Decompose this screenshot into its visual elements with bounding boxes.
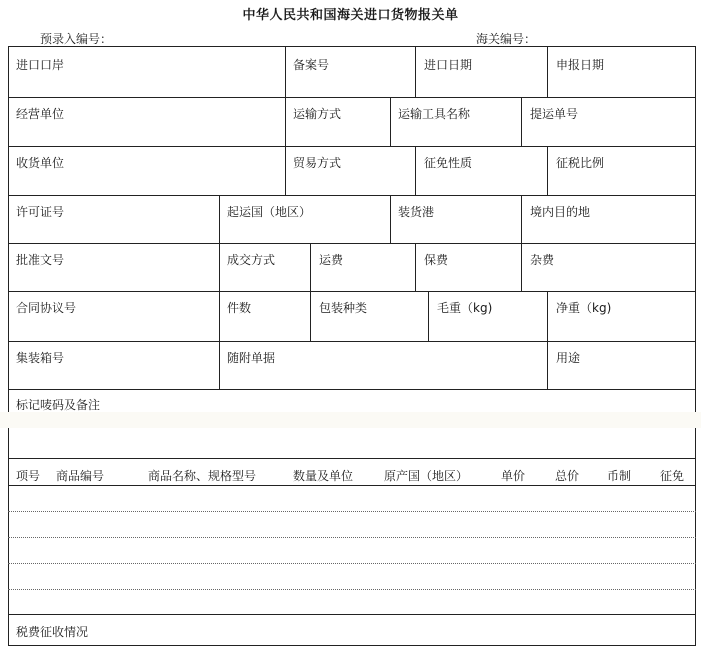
item-line [8,537,696,538]
form-title: 中华人民共和国海关进口货物报关单 [242,8,459,23]
qty-unit-header: 数量及单位 [293,469,354,483]
item-number-header: 项号 [16,469,41,483]
row5-divider [521,243,522,291]
contract-label: 合同协议号 [16,301,77,315]
origin-country-label: 起运国（地区） [227,205,312,219]
row3-divider [285,146,286,195]
approval-label: 批准文号 [16,253,65,267]
record-number-label: 备案号 [293,58,330,72]
tax-status-label: 税费征收情况 [16,625,89,639]
misc-fee-label: 杂费 [530,253,555,267]
consignee-label: 收货单位 [16,156,65,170]
row4-top-rule [8,195,696,196]
declaration-form-frame [8,46,696,646]
trade-mode-label: 贸易方式 [293,156,342,170]
items-body-top-rule [8,485,696,486]
row2-top-rule [8,97,696,98]
bill-number-label: 提运单号 [530,107,579,121]
loading-port-label: 装货港 [398,205,435,219]
row5-divider [415,243,416,291]
row7-divider [547,341,548,389]
row4-divider [219,195,220,243]
items-header-top-rule [8,458,696,459]
row5-top-rule [8,243,696,244]
row2-divider [390,97,391,146]
goods-name-header: 商品名称、规格型号 [148,469,257,483]
origin-header: 原产国（地区） [384,469,469,483]
transport-mode-label: 运输方式 [293,107,342,121]
freight-label: 运费 [319,253,344,267]
unit-price-header: 单价 [501,469,526,483]
scan-gap [0,412,701,428]
tax-ratio-label: 征税比例 [556,156,605,170]
item-line [8,511,696,512]
row3-divider [415,146,416,195]
row1-top-rule [8,46,696,47]
destination-label: 境内目的地 [530,205,591,219]
total-price-header: 总价 [555,469,580,483]
row5-divider [219,243,220,291]
pieces-label: 件数 [227,301,252,315]
gross-weight-label: 毛重（kg) [437,301,493,315]
item-line [8,589,696,590]
row6-divider [428,291,429,341]
row1-divider [547,46,548,97]
row3-top-rule [8,146,696,147]
operator-label: 经营单位 [16,107,65,121]
row4-divider [521,195,522,243]
deal-mode-label: 成交方式 [227,253,276,267]
insurance-label: 保费 [424,253,449,267]
container-label: 集装箱号 [16,351,65,365]
declare-date-label: 申报日期 [556,58,605,72]
preentry-number-label: 预录入编号： [40,32,113,46]
row1-divider [285,46,286,97]
row3-divider [547,146,548,195]
tax-top-rule [8,614,696,615]
levy-header: 征免 [660,469,685,483]
import-date-label: 进口日期 [424,58,473,72]
row5-divider [310,243,311,291]
exemption-label: 征免性质 [424,156,473,170]
currency-header: 币制 [607,469,632,483]
row7-divider [219,341,220,389]
usage-label: 用途 [556,351,581,365]
net-weight-label: 净重（kg) [556,301,612,315]
transport-name-label: 运输工具名称 [398,107,471,121]
row6-divider [310,291,311,341]
row6-divider [547,291,548,341]
row1-divider [415,46,416,97]
row6-divider [219,291,220,341]
customs-number-label: 海关编号： [476,32,537,46]
row2-divider [521,97,522,146]
packing-label: 包装种类 [319,301,368,315]
import-port-label: 进口口岸 [16,58,65,72]
marks-label: 标记唛码及备注 [16,398,101,412]
item-line [8,563,696,564]
row4-divider [390,195,391,243]
license-label: 许可证号 [16,205,65,219]
row2-divider [285,97,286,146]
marks-top-rule [8,389,696,390]
row7-top-rule [8,341,696,342]
documents-label: 随附单据 [227,351,276,365]
row6-top-rule [8,291,696,292]
goods-code-header: 商品编号 [56,469,105,483]
